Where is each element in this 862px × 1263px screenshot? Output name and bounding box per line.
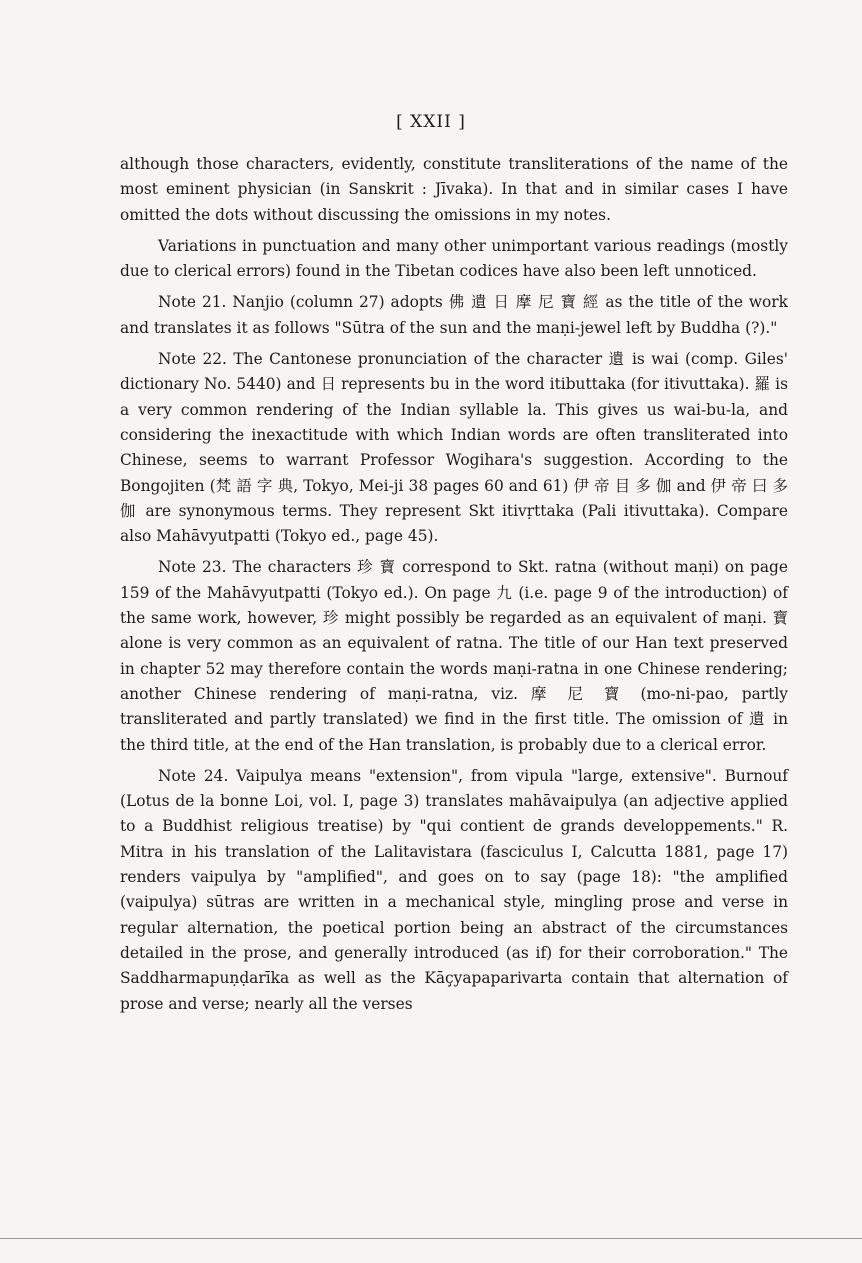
- bottom-rule: [0, 1238, 862, 1239]
- page-header: [ XXII ]: [396, 112, 466, 132]
- paragraph-note-22: Note 22. The Cantonese pronunciation of the character 遺 is wai (comp. Giles' dictionary No. 5440) and 日 represents bu in the word itibuttaka (for itivuttaka). 羅 is a very common rendering of the Indian syllable la. This gives us wai-bu-la, and considering the inexactitude with which Indian words are often transliterated into Chinese, seems to warrant Professor Wogihara's suggestion. According to the Bongojiten (梵 語 字 典, Tokyo, Mei-ji 38 pages 60 and 61) 伊 帝 目 多 伽 and 伊 帝 曰 多 伽 are synonymous terms. They represent Skt itivṛttaka (Pali itivuttaka). Compare also Mahāvyutpatti (Tokyo ed., page 45).: [120, 350, 788, 546]
- paragraph-note-23: Note 23. The characters 珍 寶 correspond to Skt. ratna (without maṇi) on page 159 of the Mahāvyutpatti (Tokyo ed.). On page 九 (i.e. page 9 of the introduction) of the same work, however, 珍 might possibly be regarded as an equivalent of maṇi. 寶 alone is very common as an equivalent of ratna. The title of our Han text preserved in chapter 52 may therefore contain the words maṇi-ratna in one Chinese rendering; another Chinese rendering of maṇi-ratna, viz. 摩 尼 寶 (mo-ni-pao, partly transliterated and partly translated) we find in the first title. The omission of 遺 in the third title, at the end of the Han translation, is probably due to a clerical error.: [120, 558, 788, 754]
- body-text: [120, 152, 788, 1023]
- paragraph-note-24: Note 24. Vaipulya means "extension", from vipula "large, extensive". Burnouf (Lotus de la bonne Loi, vol. I, page 3) translates mahāvaipulya (an adjective applied to a Buddhist religious treatise) by "qui contient de grands developpements." R. Mitra in his translation of the Lalitavistara (fasciculus I, Calcutta 1881, page 17) renders vaipulya by "amplified", and goes on to say (page 18): "the amplified (vaipulya) sūtras are written in a mechanical style, mingling prose and verse in regular alternation, the poetical portion being an abstract of the circumstances detailed in the prose, and generally introduced (as if) for their corroboration." The Saddharmapuṇḍarīka as well as the Kāçyapaparivarta contain that alternation of prose and verse; nearly all the verses: [120, 766, 788, 1013]
- paragraph-continuation: although those characters, evidently, constitute transliterations of the name of the most eminent physician (in Sanskrit : Jīvaka). In that and in similar cases I have omitted the dots without discussing the omissions in my notes.: [120, 155, 788, 224]
- paragraph-note-21: Note 21. Nanjio (column 27) adopts 佛 遺 日 摩 尼 寶 經 as the title of the work and translates it as follows "Sūtra of the sun and the maṇi-jewel left by Buddha (?).": [120, 293, 788, 337]
- paragraph-variations: Variations in punctuation and many other unimportant various readings (mostly due to clerical errors) found in the Tibetan codices have also been left unnoticed.: [120, 236, 788, 281]
